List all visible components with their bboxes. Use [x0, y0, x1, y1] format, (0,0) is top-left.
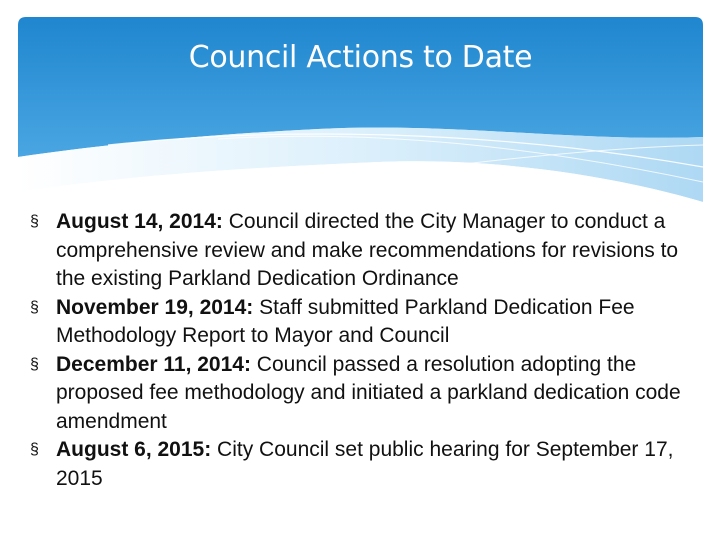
bullet-date: November 19, 2014: [56, 295, 254, 319]
bullet-text: Council directed the City Manager to conduct a comprehensive review and make recommendations for revisions to the existing Parkland Dedication Ordinance [56, 210, 679, 290]
bullet-marker-icon: § [30, 355, 39, 373]
bullet-text: Council passed a resolution adopting the proposed fee methodology and initiated a parkland dedication code amendment [56, 352, 681, 433]
bullet-text: City Council set public hearing for September 17, 2015 [56, 438, 674, 490]
bullet-date: August 6, 2015: [56, 438, 212, 461]
bullet-marker-icon: § [30, 441, 39, 458]
bullet-date: December 11, 2014: [56, 352, 251, 376]
bullet-date: August 14, 2014: [56, 210, 223, 233]
bullet-list [30, 208, 700, 493]
bullet-item [30, 351, 700, 437]
slide-title: Council Actions to Date [188, 40, 533, 75]
bullet-item [30, 208, 700, 294]
bullet-marker-icon: § [30, 213, 39, 230]
bullet-item [30, 294, 700, 351]
bullet-item [30, 436, 700, 493]
bullet-marker-icon: § [30, 298, 39, 316]
bullet-text: Staff submitted Parkland Dedication Fee Methodology Report to Mayor and Council [56, 295, 635, 347]
